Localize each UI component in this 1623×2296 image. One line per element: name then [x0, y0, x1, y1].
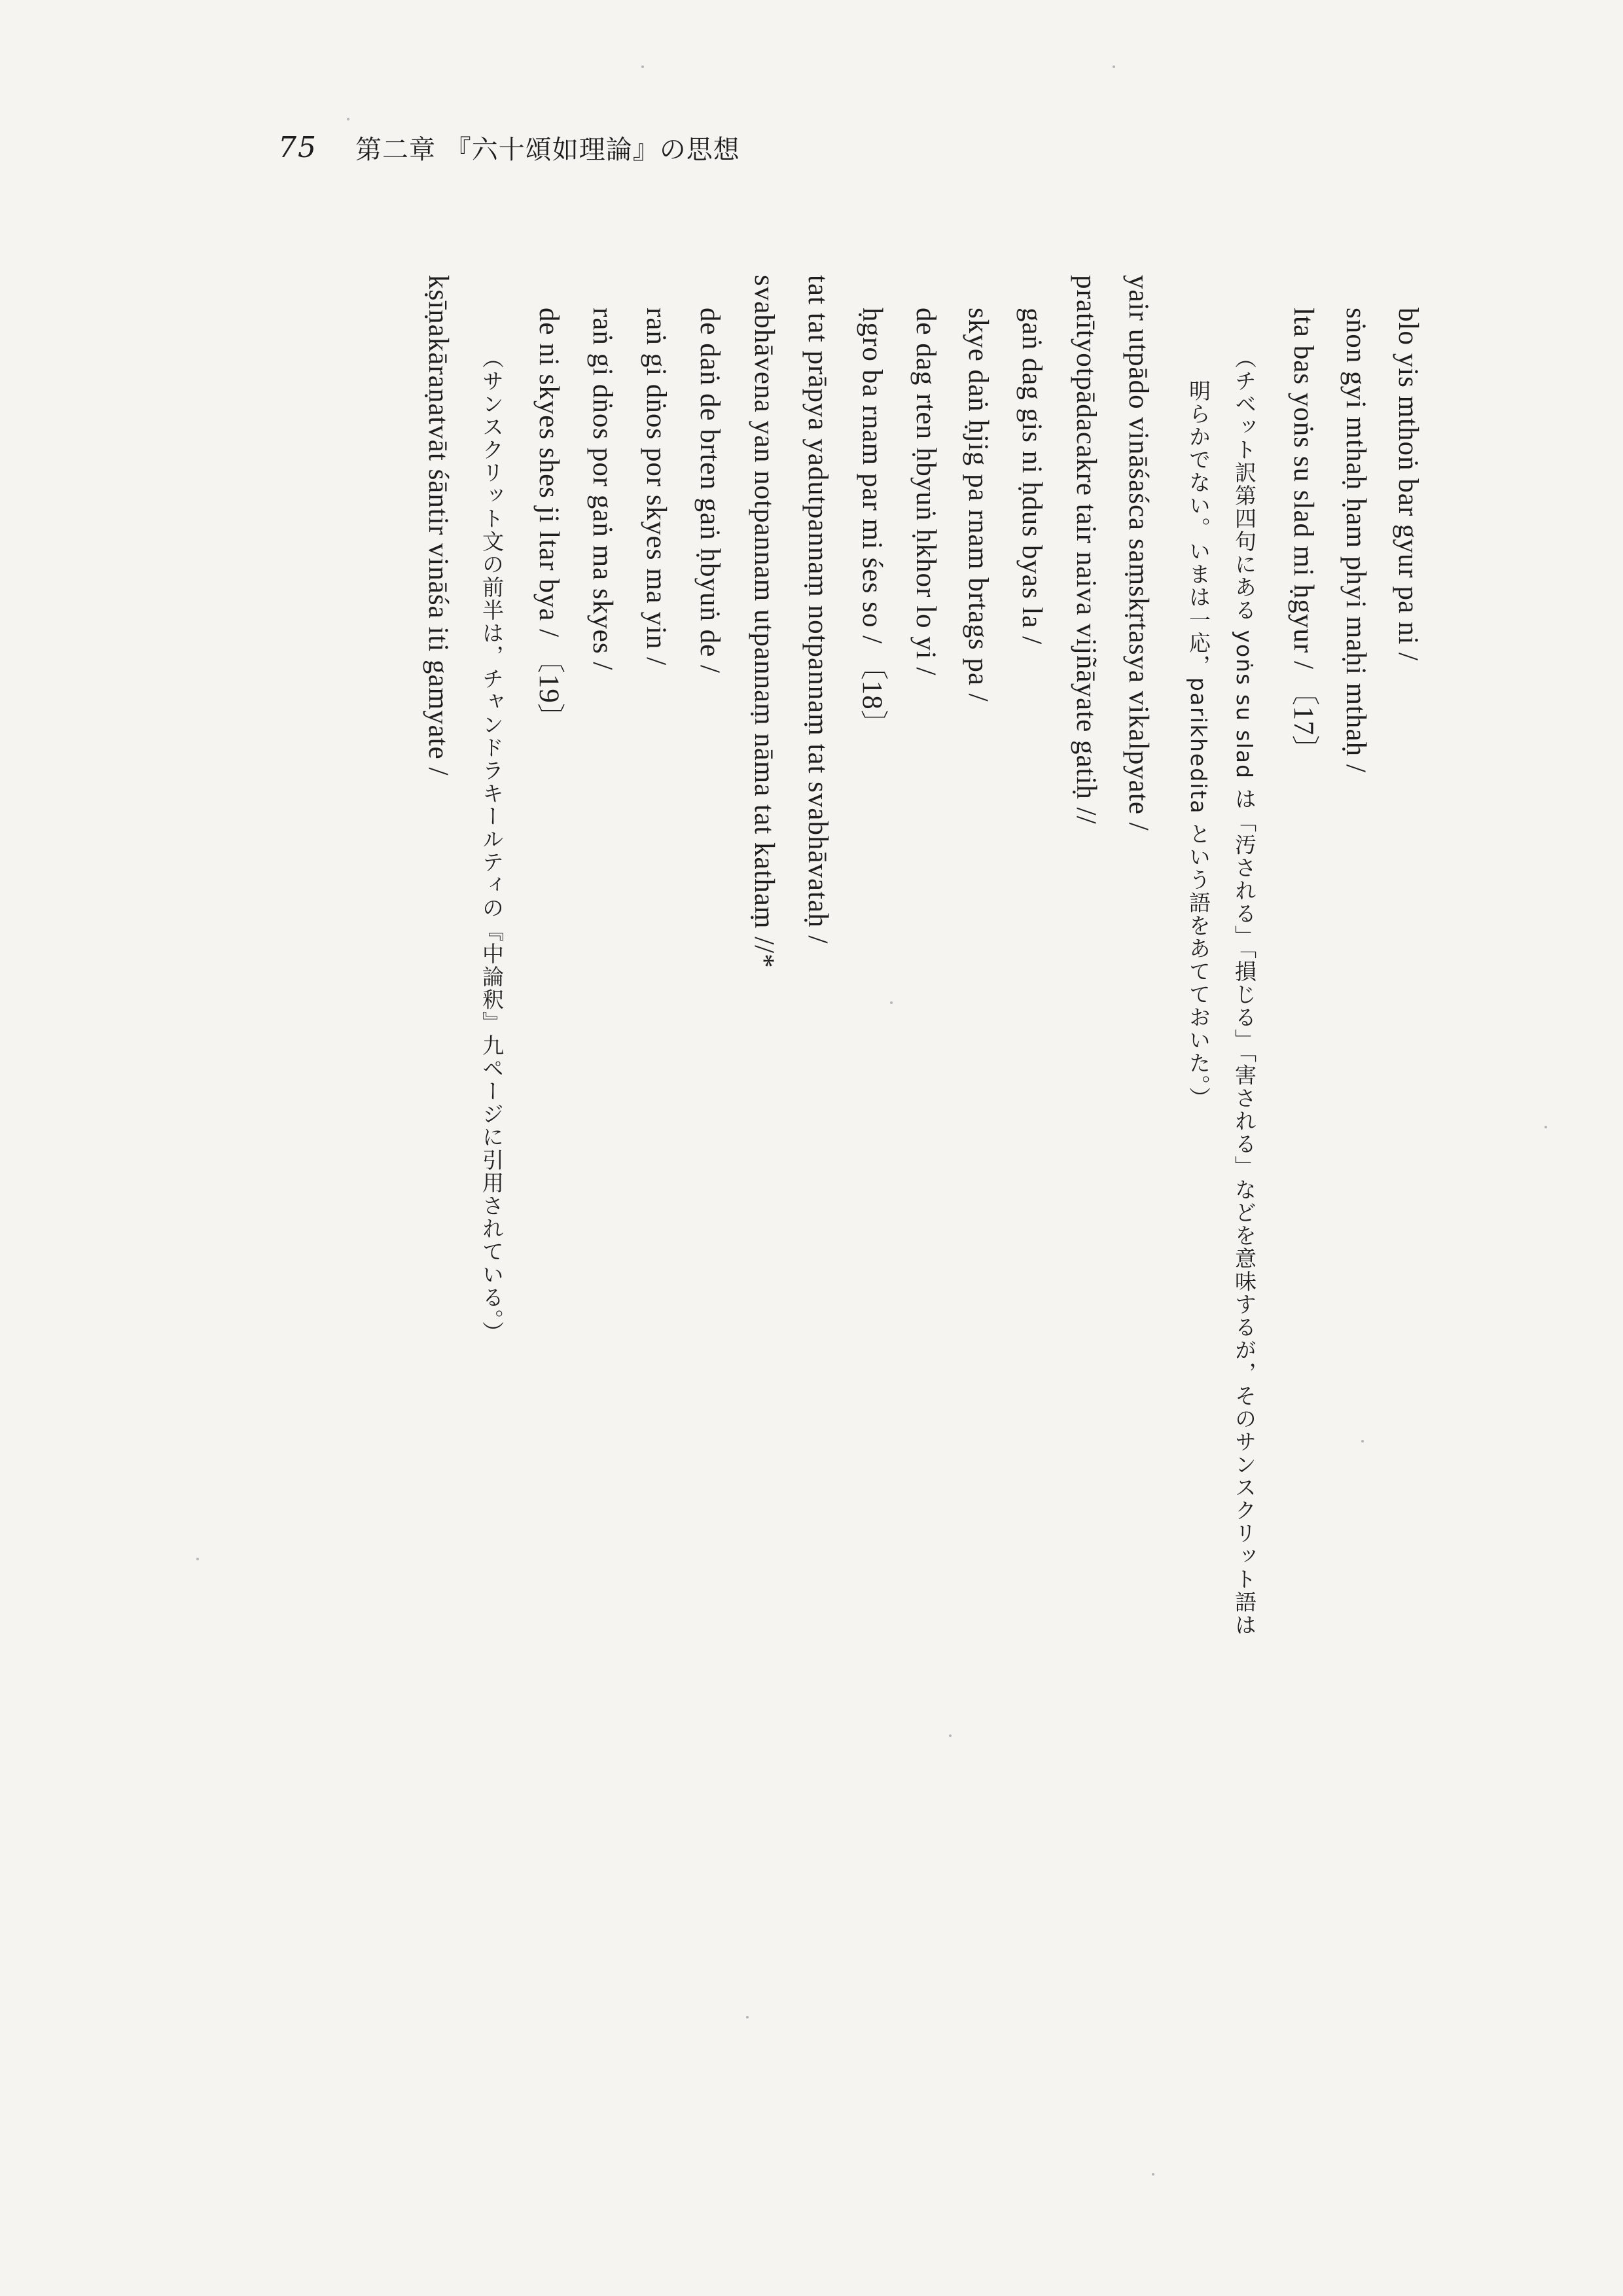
tibetan-verse-line: skye daṅ ḥjig pa rnam brtags pa / — [963, 308, 993, 702]
scan-speck — [746, 2016, 749, 2018]
scan-speck — [1152, 2173, 1154, 2176]
scan-speck — [641, 65, 644, 68]
tibetan-verse-line: de ni skyes shes ji ltar bya / 〔19〕 — [533, 308, 564, 732]
tibetan-verse-line: blo yis mthoṅ bar gyur pa ni / — [1393, 308, 1423, 661]
running-header — [278, 128, 740, 167]
tibetan-verse-line: gaṅ dag gis ni ḥdus byas la / — [1016, 308, 1047, 645]
translator-note-line: （サンスクリット文の前半は，チャンドラキールティの『中論釈』九ページに引用されている。） — [479, 347, 505, 1344]
scan-speck — [949, 1734, 952, 1737]
tibetan-verse-line: raṅ gi dṅos por skyes ma yin / — [641, 308, 671, 666]
sanskrit-verse-line: kṣīṇakāraṇatvāt śāntir vināśa iti gamyate / — [423, 275, 454, 776]
tibetan-verse-line: sṅon gyi mthaḥ ḥam phyi maḥi mthaḥ / — [1340, 308, 1371, 773]
tibetan-verse-line: de dag rten ḥbyuṅ ḥkhor lo yi / — [910, 308, 941, 676]
tibetan-verse-line: lta bas yoṅs su slad mi ḥgyur / 〔17〕 — [1288, 308, 1319, 764]
scan-speck — [1113, 65, 1115, 68]
page-number: 75 — [278, 130, 317, 164]
tibetan-verse-line: de daṅ de brten gaṅ ḥbyuṅ de / — [694, 308, 725, 673]
translator-note-line: 明らかでない。いまは一応，parikhedita という語をあてておいた。） — [1186, 380, 1211, 1110]
scan-speck — [1544, 1126, 1547, 1128]
sanskrit-verse-line: svabhāvena yan notpannam utpannaṃ nāma tat kathaṃ //* — [749, 275, 779, 969]
translator-note-line: （チベット訳第四句にある yoṅs su slad は「汚される」「損じる」「害される」などを意味するが，そのサンスクリット語は — [1232, 347, 1257, 1637]
scan-speck — [196, 1558, 199, 1560]
sanskrit-verse-line: tat tat prāpya yadutpannaṃ notpannaṃ tat svabhāvataḥ / — [802, 275, 833, 944]
scan-speck — [890, 1001, 893, 1004]
tibetan-verse-line: ḥgro ba rnam par mi śes so / 〔18〕 — [857, 308, 887, 739]
tibetan-verse-line: raṅ gi dṅos por gaṅ ma skyes / — [587, 308, 618, 671]
sanskrit-verse-line: pratītyotpādacakre tair naiva vijñāyate gatiḥ // — [1071, 275, 1101, 825]
chapter-title: 第二章 『六十頌如理論』の思想 — [355, 134, 740, 165]
sanskrit-verse-line: yair utpādo vināśaśca saṃskṛtasya vikalpyate / — [1123, 275, 1154, 831]
scan-speck — [347, 118, 349, 120]
scan-speck — [1361, 1440, 1364, 1443]
